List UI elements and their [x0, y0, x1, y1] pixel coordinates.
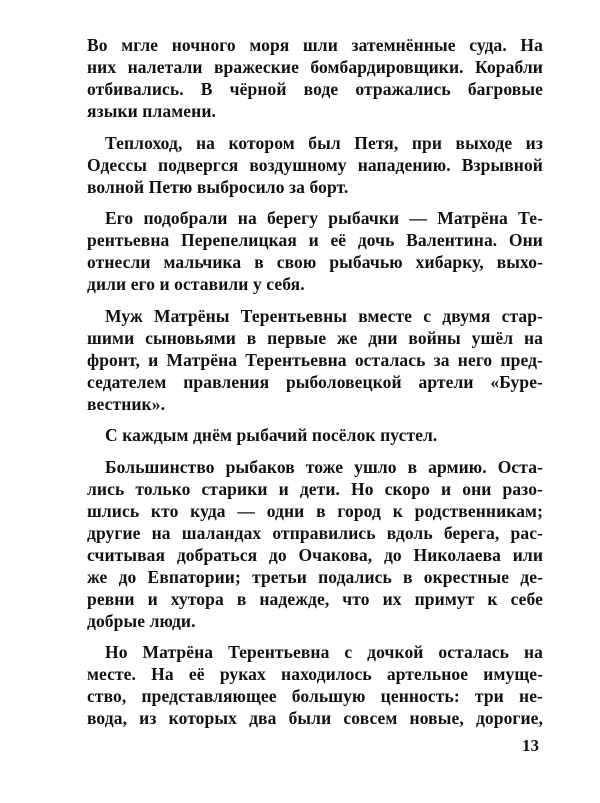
text-line: Но Матрёна Терентьевна с дочкой осталась на [105, 642, 543, 662]
text-line: дили его и оставили у себя. [87, 274, 305, 294]
page-text [87, 34, 543, 739]
text-line: отбивались. В чёрной воде отражались багровые [87, 79, 543, 99]
text-line: лись только старики и дети. Но скоро и они разо- [87, 478, 543, 499]
paragraph [87, 641, 543, 729]
paragraph [87, 456, 543, 632]
text-line: другие на шаландах отправились вдоль берега, рас- [87, 522, 543, 543]
text-line: ревни и хутора в надежде, что их примут к себе [87, 588, 543, 609]
text-line: С каждым днём рыбачий посёлок пустел. [105, 425, 438, 445]
text-line: Муж Матрёны Терентьевны вместе с двумя стар- [105, 305, 543, 326]
text-line: вестник». [87, 393, 166, 414]
paragraph [87, 207, 543, 295]
text-line: языки пламени. [87, 101, 216, 121]
text-line: добрые люди. [87, 610, 196, 631]
text-line: шлись кто куда — одни в город к родственникам; [87, 500, 543, 521]
text-line: волной Петю выбросило за борт. [87, 176, 349, 197]
text-line: рентьевна Перепелицкая и её дочь Валентина. Они [87, 230, 543, 250]
text-line: месте. На её руках находилось артельное имуще- [87, 664, 543, 684]
text-line: седателем правления рыболовецкой артели «Буре- [87, 371, 543, 392]
paragraph [87, 305, 543, 415]
text-line: же до Евпатории; третьи подались в окрестные де- [87, 566, 543, 587]
paragraph [87, 132, 543, 198]
text-line: Во мгле ночного моря шли затемнённые суда. На [87, 35, 543, 55]
text-line: Теплоход, на котором был Петя, при выходе из [105, 132, 543, 153]
text-line: Одессы подвергся воздушному нападению. Взрывной [87, 154, 543, 175]
text-line: фронт, и Матрёна Терентьевна осталась за него пред- [87, 349, 543, 370]
page-number: 13 [522, 736, 539, 755]
text-line: отнесли мальчика в свою рыбачью хибарку, выхо- [87, 252, 543, 272]
text-line: них налетали вражеские бомбардировщики. Корабли [87, 57, 543, 77]
text-line: шими сыновьями в первые же дни войны ушёл на [87, 327, 543, 348]
paragraph [87, 34, 543, 122]
text-line: вода, из которых два были совсем новые, дорогие, [87, 708, 543, 728]
paragraph [87, 424, 543, 446]
text-line: Его подобрали на берегу рыбачки — Матрёна Те- [105, 208, 543, 228]
text-line: Большинство рыбаков тоже ушло в армию. Оста- [105, 456, 543, 477]
text-line: ство, представляющее большую ценность: три не- [87, 686, 543, 706]
text-line: считывая добраться до Очакова, до Николаева или [87, 544, 543, 565]
